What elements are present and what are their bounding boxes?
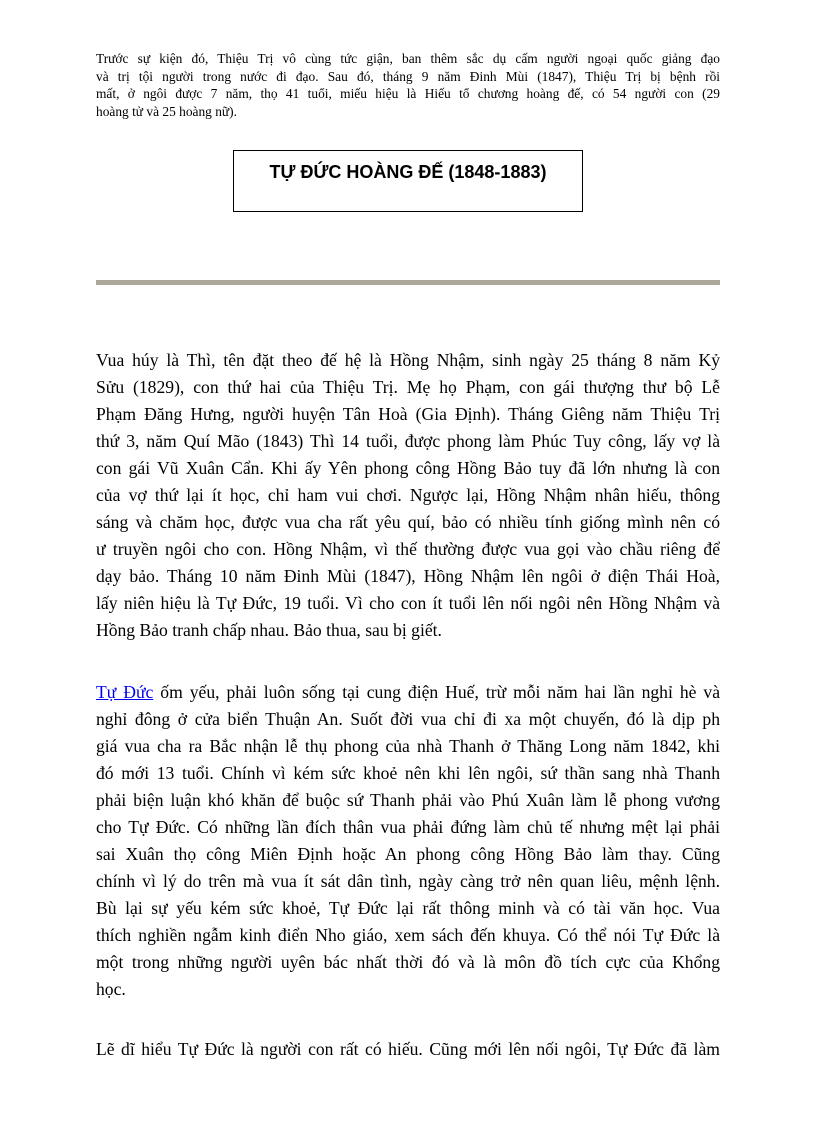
text-line: hoàng tử và 25 hoàng nữ). [96, 103, 237, 119]
text-line: Lẽ dĩ hiểu Tự Đức là người con rất có hiếu. Cũng mới lên nối ngôi, Tự Đức đã làm [96, 1039, 720, 1059]
text-line: Trước sự kiện đó, Thiệu Trị vô cùng tức giận, ban thêm sắc dụ cấm người ngoại quốc giảng đạo [96, 51, 720, 66]
paragraph-biography [96, 347, 720, 644]
text-line: chính vì lý do trên mà vua ít sát dân tình, ngày càng trở nên quan liêu, mệnh lệnh. [96, 871, 720, 891]
intro-paragraph [96, 50, 720, 120]
text-line: sáng và chăm học, được vua cha rất yêu quí, bảo có nhiều tính giống mình nên có [96, 512, 720, 532]
text-line: giá vua cha ra Bắc nhận lễ thụ phong của nhà Thanh ở Thăng Long năm 1842, khi [96, 736, 720, 756]
text-line: Sửu (1829), con thứ hai của Thiệu Trị. Mẹ họ Phạm, con gái thượng thư bộ Lễ [96, 377, 720, 397]
paragraph-health [96, 679, 720, 1003]
text-line: đó mới 13 tuổi. Chính vì kém sức khoẻ nên khi lên ngôi, sứ thần sang nhà Thanh [96, 763, 720, 783]
text-line: một trong những người uyên bác nhất thời đó và là môn đồ tích cực của Khổng [96, 952, 720, 972]
paragraph-filial [96, 1036, 720, 1063]
title-box [233, 150, 583, 212]
text-line: và trị tội người trong nước đi đạo. Sau đó, tháng 9 năm Đinh Mùi (1847), Thiệu Trị bị bệnh rồi [96, 68, 720, 84]
text-line: dạy bảo. Tháng 10 năm Đinh Mùi (1847), Hồng Nhậm lên ngôi ở điện Thái Hoà, [96, 566, 720, 586]
text-line: Hồng Bảo tranh chấp nhau. Bảo thua, sau bị giết. [96, 620, 442, 640]
text-line: mất, ở ngôi được 7 năm, thọ 41 tuổi, miếu hiệu là Hiếu tổ chương hoàng đế, có 54 người con (29 [96, 86, 720, 101]
text-fragment: ốm yếu, phải luôn sống tại cung điện Huế, trừ mỗi năm hai lần nghỉ hè và [153, 682, 721, 702]
tu-duc-link[interactable]: Tự Đức [96, 682, 154, 702]
text-line: lấy niên hiệu là Tự Đức, 19 tuổi. Vì cho con ít tuổi lên nối ngôi nên Hồng Nhậm và [96, 593, 720, 613]
text-line [96, 679, 720, 706]
text-line: Bù lại sự yếu kém sức khoẻ, Tự Đức lại rất thông minh và có tài văn học. Vua [96, 898, 720, 918]
section-title: TỰ ĐỨC HOÀNG ĐẾ (1848-1883) [269, 162, 547, 182]
text-line: cho Tự Đức. Có những lần đích thân vua phải đứng làm chủ tế nhưng mệt lại phải [96, 817, 720, 837]
text-line: thứ 3, năm Quí Mão (1843) Thì 14 tuổi, được phong làm Phúc Tuy công, lấy vợ là [96, 431, 720, 451]
text-line: ư truyền ngôi cho con. Hồng Nhậm, vì thế thường được vua gọi vào chầu riêng để [96, 539, 720, 559]
text-line: thích nghiền ngẫm kinh điển Nho giáo, xem sách đến khuya. Có thể nói Tự Đức là [96, 925, 720, 945]
horizontal-rule [96, 280, 720, 285]
text-line: nghỉ đông ở cửa biển Thuận An. Suốt đời vua chỉ đi xa một chuyến, đó là dịp ph [96, 709, 720, 729]
text-line: phải biện luận khó khăn để buộc sứ Thanh phải vào Phú Xuân làm lễ phong vương [96, 790, 720, 810]
text-line: học. [96, 979, 126, 999]
text-line: Vua húy là Thì, tên đặt theo đế hệ là Hồng Nhậm, sinh ngày 25 tháng 8 năm Kỷ [96, 350, 720, 370]
text-line: của vợ thứ lại ít học, chỉ ham vui chơi. Ngược lại, Hồng Nhậm nhân hiếu, thông [96, 485, 720, 505]
text-line: Phạm Đăng Hưng, người huyện Tân Hoà (Gia Định). Tháng Giêng năm Thiệu Trị [96, 404, 720, 424]
text-line: con gái Vũ Xuân Cẩn. Khi ấy Yên phong công Hồng Bảo tuy đã lớn nhưng là con [96, 458, 720, 478]
text-line: sai Xuân thọ công Miên Định hoặc An phong công Hồng Bảo làm thay. Cũng [96, 844, 720, 864]
